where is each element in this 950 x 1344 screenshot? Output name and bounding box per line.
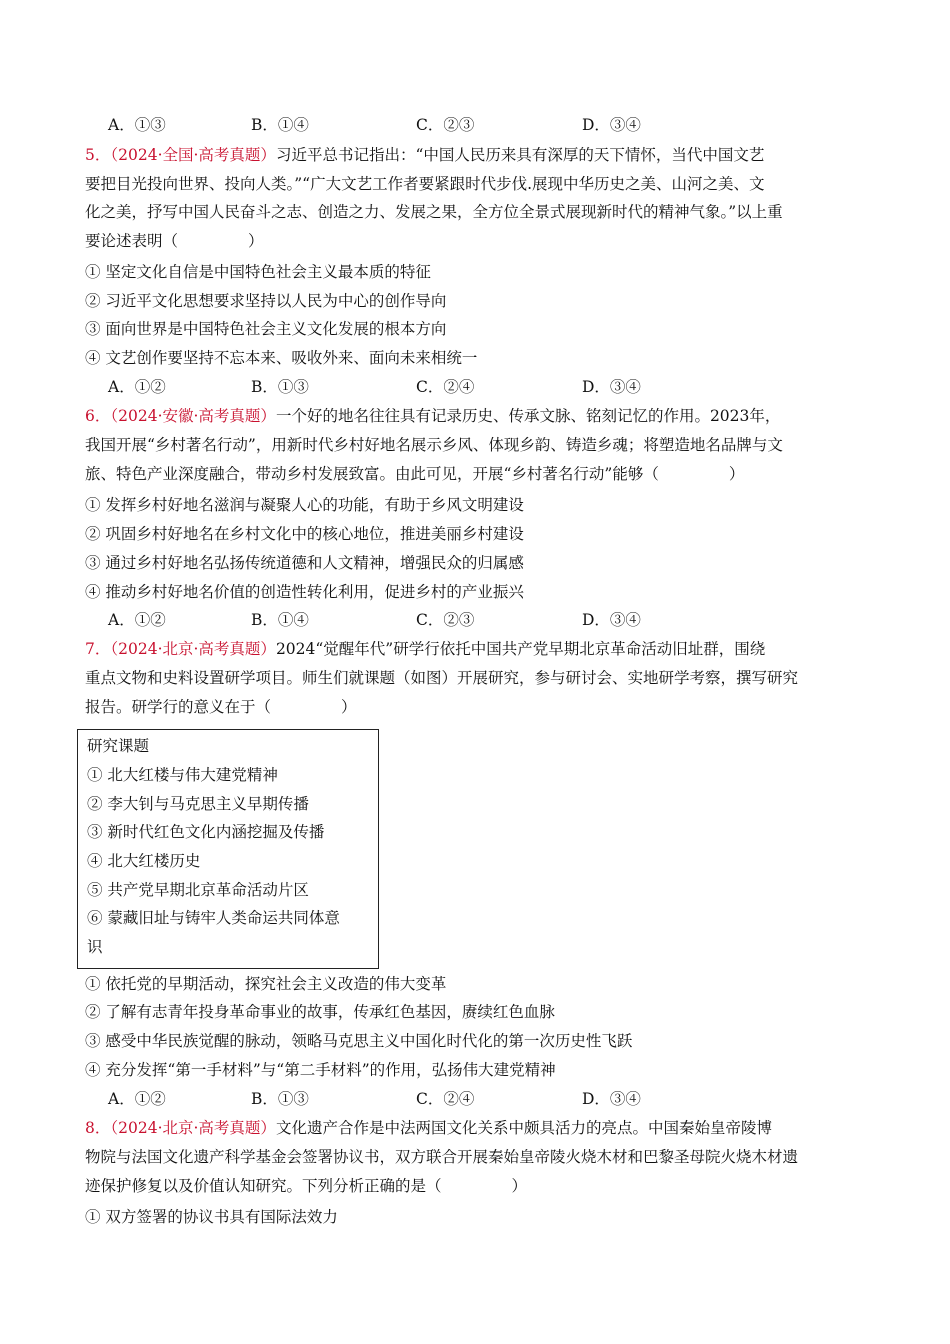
research-topics-title: 研究课题 (87, 737, 150, 755)
q5-stem-line-2: 要把目光投向世界、投向人类。”“广大文艺工作者要紧跟时代步伐.展现中华历史之美、山河之美、文 (85, 175, 765, 193)
q6-stem-line-1 (85, 406, 780, 426)
research-topic-2: ② 李大钊与马克思主义早期传播 (87, 795, 309, 813)
q7-stem-text: 2024“觉醒年代”研学行依托中国共产党早期北京革命活动旧址群，围绕 (275, 640, 766, 658)
q6-option-b[interactable]: B．①④ (251, 611, 309, 629)
q8-stem-tail: 迹保护修复以及价值认知研究。下列分析正确的是（ (85, 1177, 442, 1195)
q6-statement-1: ① 发挥乡村好地名滋润与凝聚人心的功能，有助于乡风文明建设 (85, 496, 524, 514)
q6-stem-tail: 旅、特色产业深度融合，带动乡村发展致富。由此可见，开展“乡村著名行动”能够（ (85, 465, 659, 483)
research-topic-6-cont: 识 (87, 938, 103, 956)
q6-paren-close: ） (728, 465, 745, 483)
q7-option-a[interactable]: A．①② (108, 1090, 166, 1108)
q4-option-d[interactable]: D．③④ (582, 116, 641, 134)
q7-statement-3: ③ 感受中华民族觉醒的脉动，领略马克思主义中国化时代化的第一次历史性飞跃 (85, 1032, 633, 1050)
q4-option-b[interactable]: B．①④ (251, 116, 309, 134)
q5-stem-text: 习近平总书记指出：“中国人民历来具有深厚的天下情怀，当代中国文艺 (275, 146, 765, 164)
research-topic-5: ⑤ 共产党早期北京革命活动片区 (87, 881, 309, 899)
q7-option-c[interactable]: C．②④ (416, 1090, 475, 1108)
q4-option-c[interactable]: C．②③ (416, 116, 475, 134)
q7-stem-line-2: 重点文物和史料设置研学项目。师生们就课题（如图）开展研究，参与研讨会、实地研学考察，撰写研究 (85, 669, 799, 687)
q7-statement-1: ① 依托党的早期活动，探究社会主义改造的伟大变革 (85, 975, 447, 993)
q6-statement-4: ④ 推动乡村好地名价值的创造性转化利用，促进乡村的产业振兴 (85, 583, 524, 601)
q7-statement-2: ② 了解有志青年投身革命事业的故事，传承红色基因，赓续红色血脉 (85, 1003, 555, 1021)
q5-stem-tail: 要论述表明（ (85, 232, 179, 250)
q5-option-b[interactable]: B．①③ (251, 378, 309, 396)
q4-option-a[interactable]: A．①③ (108, 116, 166, 134)
q5-number: 5． (85, 146, 111, 164)
q8-stem-line-3 (85, 1176, 527, 1196)
q6-statement-3: ③ 通过乡村好地名弘扬传统道德和人文精神，增强民众的归属感 (85, 554, 524, 572)
q6-stem-line-3 (85, 464, 744, 484)
q7-stem-line-1 (85, 639, 765, 659)
q8-number: 8． (85, 1119, 111, 1137)
research-topic-3: ③ 新时代红色文化内涵挖掘及传播 (87, 823, 325, 841)
q8-stem-line-2: 物院与法国文化遗产科学基金会签署协议书，双方联合开展秦始皇帝陵火烧木材和巴黎圣母院火烧木材遗 (85, 1148, 799, 1166)
q5-source: （2024·全国·高考真题） (110, 146, 276, 164)
research-topic-6: ⑥ 蒙藏旧址与铸牢人类命运共同体意 (87, 909, 340, 927)
q8-statement-1: ① 双方签署的协议书具有国际法效力 (85, 1208, 338, 1226)
q6-stem-line-2: 我国开展“乡村著名行动”，用新时代乡村好地名展示乡风、体现乡韵、铸造乡魂；将塑造地名品牌与文 (85, 436, 783, 454)
q8-stem-line-1 (85, 1118, 772, 1138)
q5-stem-line-4 (85, 231, 264, 251)
q6-option-c[interactable]: C．②③ (416, 611, 475, 629)
q7-option-d[interactable]: D．③④ (582, 1090, 641, 1108)
q7-source: （2024·北京·高考真题） (110, 640, 276, 658)
q8-stem-text: 文化遗产合作是中法两国文化关系中颇具活力的亮点。中国秦始皇帝陵博 (275, 1119, 772, 1137)
research-topic-1: ① 北大红楼与伟大建党精神 (87, 766, 278, 784)
q5-paren-close: ） (248, 232, 264, 250)
q7-stem-line-3 (85, 697, 357, 717)
q6-option-d[interactable]: D．③④ (582, 611, 641, 629)
q5-stem-line-1 (85, 145, 764, 165)
research-topics-box (77, 729, 379, 969)
q8-source: （2024·北京·高考真题） (110, 1119, 276, 1137)
q6-statement-2: ② 巩固乡村好地名在乡村文化中的核心地位，推进美丽乡村建设 (85, 525, 524, 543)
q7-statement-4: ④ 充分发挥“第一手材料”与“第二手材料”的作用，弘扬伟大建党精神 (85, 1061, 556, 1079)
q5-statement-3: ③ 面向世界是中国特色社会主义文化发展的根本方向 (85, 320, 447, 338)
q7-number: 7． (85, 640, 111, 658)
q7-stem-tail: 报告。研学行的意义在于（ (85, 698, 272, 716)
q5-option-a[interactable]: A．①② (108, 378, 166, 396)
q5-statement-2: ② 习近平文化思想要求坚持以人民为中心的创作导向 (85, 292, 447, 310)
q7-paren-close: ） (341, 698, 357, 716)
q8-paren-close: ） (511, 1177, 528, 1195)
q6-option-a[interactable]: A．①② (108, 611, 166, 629)
research-topic-4: ④ 北大红楼历史 (87, 852, 201, 870)
q5-statement-1: ① 坚定文化自信是中国特色社会主义最本质的特征 (85, 263, 431, 281)
q7-option-b[interactable]: B．①③ (251, 1090, 309, 1108)
q5-statement-4: ④ 文艺创作要坚持不忘本来、吸收外来、面向未来相统一 (85, 349, 478, 367)
q5-option-c[interactable]: C．②④ (416, 378, 475, 396)
q6-source: （2024·安徽·高考真题） (110, 407, 276, 425)
q5-option-d[interactable]: D．③④ (582, 378, 641, 396)
q6-stem-text: 一个好的地名往往具有记录历史、传承文脉、铭刻记忆的作用。2023年， (275, 407, 781, 425)
q6-number: 6． (85, 407, 111, 425)
q5-stem-line-3: 化之美，抒写中国人民奋斗之志、创造之力、发展之果，全方位全景式展现新时代的精神气象。”以上重 (85, 203, 783, 221)
